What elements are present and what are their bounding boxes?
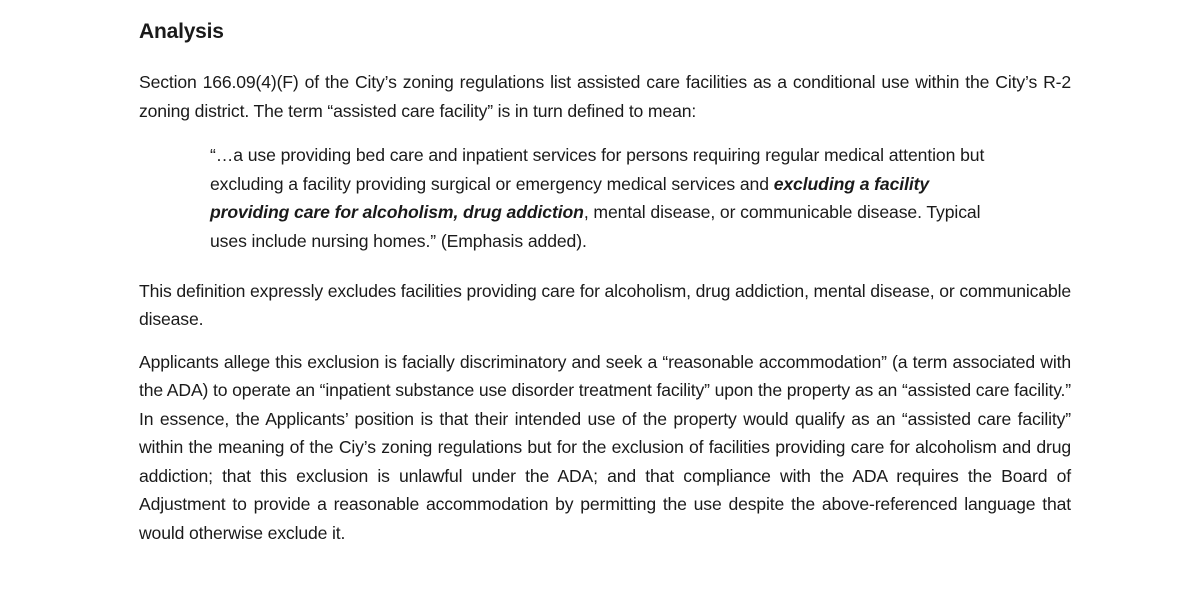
paragraph-applicants-position: Applicants allege this exclusion is facially discriminatory and seek a “reasonable accommodation” (a term associated with the ADA) to operate an “inpatient substance use disorder treatment facility” upon the property as an “assisted care facility.” In essence, the Applicants’ position is that their intended use of the property would qualify as an “assisted care facility” within the meaning of the Ciy’s zoning regulations but for the exclusion of facilities providing care for alcoholism and drug addiction; that this exclusion is unlawful under the ADA; and that compliance with the ADA requires the Board of Adjustment to provide a reasonable accommodation by permitting the use despite the above-referenced language that would otherwise exclude it. (139, 351, 1071, 543)
paragraph-zoning-section: Section 166.09(4)(F) of the City’s zoning regulations list assisted care facilities as a conditional use within the City’s R-2 zoning district. The term “assisted care facility” is in turn defined to mean: (139, 72, 1071, 121)
paragraph-definition-exclusion: This definition expressly excludes facilities providing care for alcoholism, drug addiction, mental disease, or communicable disease. (139, 280, 1071, 330)
document-page (139, 18, 1071, 563)
quote-text-after: , mental disease, or communicable disease. Typical uses include nursing homes.” (Emphasis added). (210, 202, 981, 252)
quote-text-before: “…a use providing bed care and inpatient services for persons requiring regular medical attention but excluding a facility providing surgical or emergency medical services and (210, 145, 985, 194)
definition-quote (210, 141, 990, 256)
section-heading: Analysis (139, 20, 224, 43)
quote-emphasis: excluding a facility providing care for alcoholism, drug addiction (210, 173, 930, 223)
